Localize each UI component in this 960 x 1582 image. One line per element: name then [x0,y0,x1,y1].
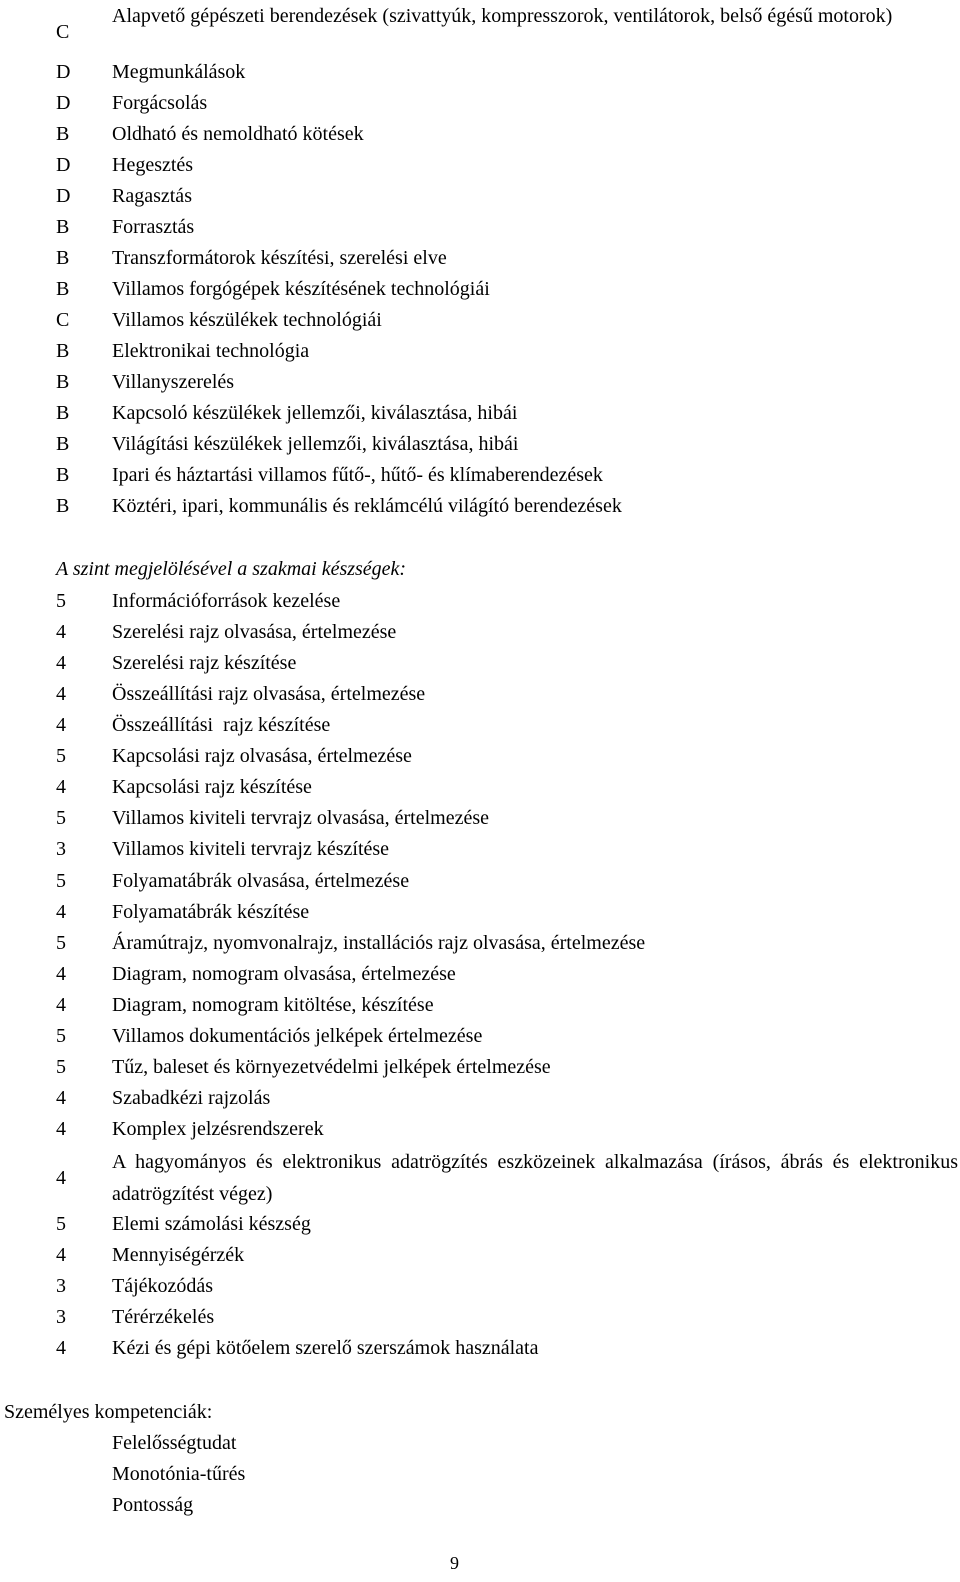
skill-text: Kézi és gépi kötőelem szerelő szerszámok használata [112,1337,539,1359]
skill-level: 4 [56,1337,66,1359]
level-letter: B [56,340,70,362]
knowledge-item [0,57,960,88]
item-text: Ragasztás [112,185,192,207]
item-text: Villamos készülékek technológiái [112,309,382,331]
knowledge-item [0,243,960,274]
skill-item [0,586,960,617]
skill-text: Komplex jelzésrendszerek [112,1118,324,1140]
skill-item [0,679,960,710]
knowledge-item [0,119,960,150]
skill-level: 5 [56,807,66,829]
knowledge-item [0,212,960,243]
skill-item [0,1271,960,1302]
personal-item: Monotónia-tűrés [112,1463,246,1485]
skill-item [0,959,960,990]
skill-text: Mennyiségérzék [112,1244,245,1266]
skill-level: 5 [56,590,66,612]
knowledge-item [0,460,960,491]
item-text: Ipari és háztartási villamos fűtő-, hűtő- és klímaberendezések [112,464,603,486]
skill-text: Információforrások kezelése [112,590,341,612]
skill-level: 4 [56,1118,66,1140]
knowledge-item [0,150,960,181]
level-letter: B [56,247,70,269]
skill-level: 5 [56,932,66,954]
skill-level: 5 [56,745,66,767]
knowledge-item [0,336,960,367]
skill-item [0,710,960,741]
skill-text: Diagram, nomogram olvasása, értelmezése [112,963,456,985]
skill-item [0,803,960,834]
item-text: Világítási készülékek jellemzői, kiválasztása, hibái [112,433,519,455]
knowledge-item [0,274,960,305]
level-letter: B [56,402,70,424]
skill-level: 4 [56,714,66,736]
skill-text: Áramútrajz, nyomvonalrajz, installációs rajz olvasása, értelmezése [112,932,646,954]
item-text: Transzformátorok készítési, szerelési elve [112,247,447,269]
skill-text: Szerelési rajz készítése [112,652,297,674]
level-letter: B [56,495,70,517]
item-text: Villanyszerelés [112,371,235,393]
skill-item [0,897,960,928]
level-letter: B [56,464,70,486]
skill-item [0,866,960,897]
level-letter: B [56,216,70,238]
personal-item: Felelősségtudat [112,1432,237,1454]
skill-item [0,741,960,772]
skill-text: Tájékozódás [112,1275,214,1297]
skill-text: Diagram, nomogram kitöltése, készítése [112,994,434,1016]
skill-level: 5 [56,1056,66,1078]
skill-text: Szerelési rajz olvasása, értelmezése [112,621,397,643]
knowledge-item [0,88,960,119]
level-letter: C [56,309,70,331]
skill-level: 5 [56,1213,66,1235]
skill-text: Kapcsolási rajz készítése [112,776,312,798]
level-letter: D [56,92,71,114]
skill-level: 4 [56,1087,66,1109]
skill-item [0,1333,960,1364]
skill-level: 5 [56,870,66,892]
skill-item [0,1209,960,1240]
knowledge-item [0,367,960,398]
knowledge-item [0,398,960,429]
level-letter: B [56,433,70,455]
level-letter: B [56,123,70,145]
skill-item [0,928,960,959]
skill-text: Folyamatábrák készítése [112,901,310,923]
skill-item [0,1114,960,1145]
skill-item [0,1302,960,1333]
skill-item [0,617,960,648]
skill-text: Szabadkézi rajzolás [112,1087,271,1109]
skill-item [0,648,960,679]
item-text: Villamos forgógépek készítésének technológiái [112,278,490,300]
personal-item: Pontosság [112,1494,194,1516]
skill-level: 4 [56,963,66,985]
page-number: 9 [450,1553,459,1573]
level-letter: D [56,185,71,207]
skill-item [0,1052,960,1083]
skill-item [0,772,960,803]
skill-level: 4 [56,1167,66,1189]
skill-text: A hagyományos és elektronikus adatrögzítés eszközeinek alkalmazása (írásos, ábrás és elektronikus adatrögzítést végez) [112,1151,958,1205]
skill-level: 4 [56,652,66,674]
item-text: Alapvető gépészeti berendezések (szivattyúk, kompresszorok, ventilátorok, belső égésű motorok) [112,5,893,27]
level-letter: D [56,154,71,176]
personal-heading: Személyes kompetenciák: [4,1401,213,1423]
item-text: Kapcsoló készülékek jellemzői, kiválasztása, hibái [112,402,518,424]
level-letter: B [56,278,70,300]
skill-text: Elemi számolási készség [112,1213,311,1235]
level-letter: B [56,371,70,393]
skill-level: 3 [56,1306,66,1328]
level-letter: D [56,61,71,83]
skill-level: 4 [56,1244,66,1266]
skill-text: Villamos kiviteli tervrajz olvasása, értelmezése [112,807,489,829]
skill-text: Térérzékelés [112,1306,215,1328]
item-text: Elektronikai technológia [112,340,310,362]
knowledge-item [0,305,960,336]
skill-item [0,834,960,865]
item-text: Köztéri, ipari, kommunális és reklámcélú világító berendezések [112,495,622,517]
skill-text: Tűz, baleset és környezetvédelmi jelképek értelmezése [112,1056,551,1078]
skill-text: Villamos dokumentációs jelképek értelmezése [112,1025,483,1047]
skill-text: Összeállítási rajz olvasása, értelmezése [112,683,426,705]
knowledge-item [0,181,960,212]
skill-level: 4 [56,901,66,923]
level-letter: C [56,21,70,43]
knowledge-item [0,429,960,460]
skill-level: 4 [56,994,66,1016]
knowledge-item [0,0,960,64]
skill-level: 3 [56,838,66,860]
skill-level: 3 [56,1275,66,1297]
skill-item [0,1146,960,1210]
skill-item [0,1240,960,1271]
skill-level: 5 [56,1025,66,1047]
item-text: Megmunkálások [112,61,246,83]
skill-text: Villamos kiviteli tervrajz készítése [112,838,390,860]
skill-text: Folyamatábrák olvasása, értelmezése [112,870,410,892]
item-text: Forrasztás [112,216,195,238]
item-text: Forgácsolás [112,92,208,114]
item-text: Oldható és nemoldható kötések [112,123,364,145]
skill-item [0,1021,960,1052]
knowledge-item [0,491,960,522]
skill-level: 4 [56,683,66,705]
skill-item [0,990,960,1021]
item-text: Hegesztés [112,154,194,176]
skill-text: Kapcsolási rajz olvasása, értelmezése [112,745,412,767]
skill-level: 4 [56,621,66,643]
skill-level: 4 [56,776,66,798]
skill-text: Összeállítási rajz készítése [112,714,331,736]
skills-heading: A szint megjelölésével a szakmai készségek: [56,558,407,580]
skill-item [0,1083,960,1114]
